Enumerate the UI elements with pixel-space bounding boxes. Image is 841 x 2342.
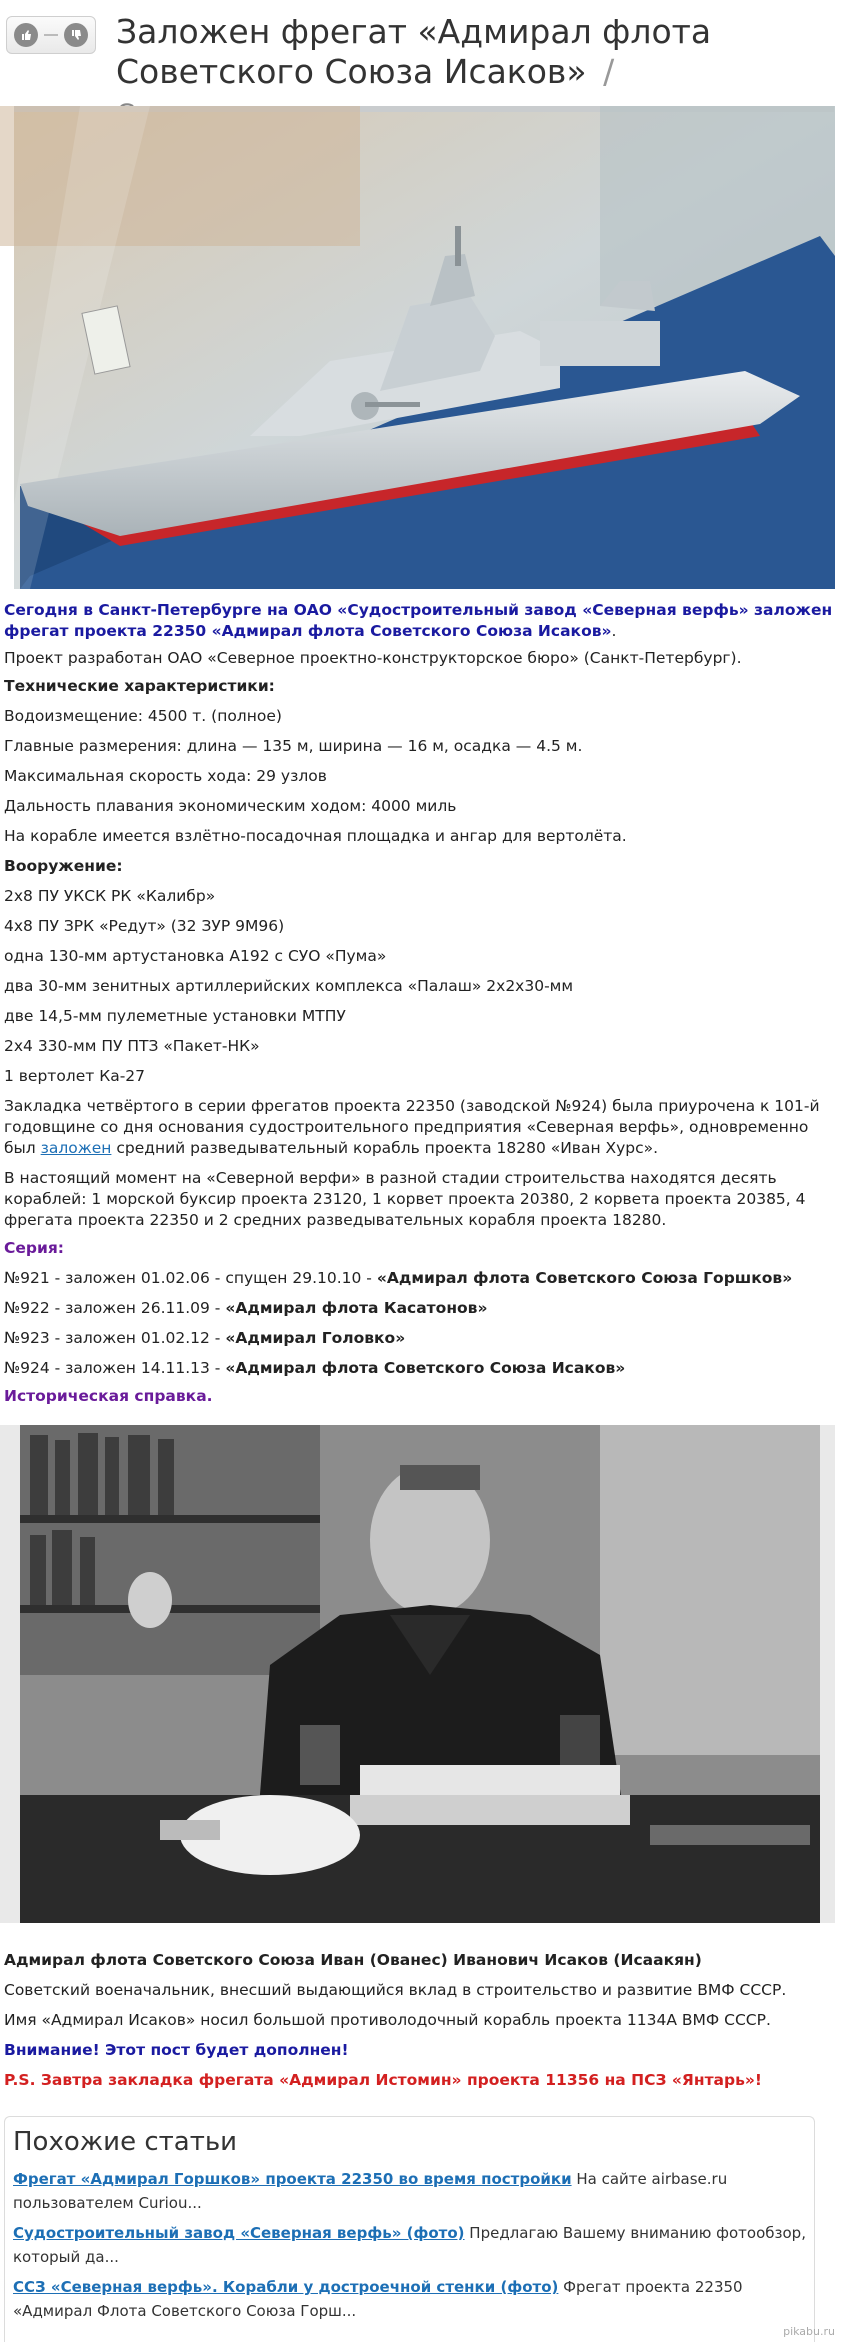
related-link[interactable]: ССЗ «Северная верфь». Корабли у достроечной стенки (фото): [13, 2278, 559, 2296]
armament-item: одна 130-мм артустановка А192 с СУО «Пума»: [4, 947, 387, 965]
ship-model-photo: [0, 106, 835, 589]
site-watermark: pikabu.ru: [783, 2325, 835, 2338]
admiral-portrait-photo: [0, 1425, 835, 1923]
spec-item: На корабле имеется взлётно-посадочная площадка и ангар для вертолёта.: [4, 827, 627, 845]
armament-heading: Вооружение:: [4, 857, 123, 875]
related-snippet: Предлагаю Вашему вниманию фотообзор, который да...: [13, 2224, 806, 2266]
lead-end: .: [611, 622, 617, 640]
armament-item: две 14,5-мм пулеметные установки МТПУ: [4, 1007, 346, 1025]
armament-item: 2х8 ПУ УКСК РК «Калибр»: [4, 887, 216, 905]
series-ship-name: «Адмирал флота Касатонов»: [225, 1299, 488, 1317]
vote-separator: [44, 34, 58, 36]
armament-item: два 30-мм зенитных артиллерийских комплекса «Палаш» 2х2х30-мм: [4, 977, 574, 995]
history-heading: Историческая справка.: [4, 1387, 213, 1405]
related-item: [13, 2167, 806, 2215]
article-body: [4, 600, 834, 1407]
laying-text-end: средний разведывательный корабль проекта 18280 «Иван Хурс».: [111, 1139, 659, 1157]
series-item: [4, 1298, 834, 1319]
project-line: Проект разработан ОАО «Северное проектно-конструкторское бюро» (Санкт-Петербург).: [4, 649, 742, 667]
related-link[interactable]: Судостроительный завод «Северная верфь» (фото): [13, 2224, 465, 2242]
armament-item: 4х8 ПУ ЗРК «Редут» (32 ЗУР 9М96): [4, 917, 285, 935]
series-ship-name: «Адмирал флота Советского Союза Исаков»: [225, 1359, 626, 1377]
series-item: [4, 1358, 834, 1379]
spec-item: Главные размерения: длина — 135 м, ширина — 16 м, осадка — 4.5 м.: [4, 737, 583, 755]
series-dates: №922 - заложен 26.11.09 -: [4, 1299, 226, 1317]
vote-down-button[interactable]: [64, 23, 88, 47]
title-separator: /: [603, 52, 615, 91]
post-title-text: Заложен фрегат «Адмирал флота Советского Союза Исаков»: [116, 12, 712, 91]
related-heading: Похожие статьи: [13, 2127, 238, 2157]
notice-text: Внимание! Этот пост будет дополнен!: [4, 2041, 349, 2059]
specs-heading: Технические характеристики:: [4, 677, 275, 695]
series-heading: Серия:: [4, 1239, 64, 1257]
spec-item: Максимальная скорость хода: 29 узлов: [4, 767, 327, 785]
vote-widget: [6, 16, 96, 54]
article-footer: [4, 1950, 834, 2091]
series-item: [4, 1268, 834, 1289]
post-header: [0, 0, 841, 96]
armament-item: 2х4 330-мм ПУ ПТЗ «Пакет-НК»: [4, 1037, 260, 1055]
ps-text: P.S. Завтра закладка фрегата «Адмирал Истомин» проекта 11356 на ПСЗ «Янтарь»!: [4, 2071, 762, 2089]
lead-paragraph: [4, 600, 834, 642]
series-ship-name: «Адмирал Головко»: [225, 1329, 406, 1347]
series-dates: №921 - заложен 01.02.06 - спущен 29.10.10 -: [4, 1269, 377, 1287]
spec-item: Водоизмещение: 4500 т. (полное): [4, 707, 282, 725]
lead-text: Сегодня в Санкт-Петербурге на ОАО «Судостроительный завод «Северная верфь» заложен фрегат проекта 22350 «Адмирал флота Советского Союза Исаков»: [4, 601, 833, 640]
bio-line: Советский военачальник, внесший выдающийся вклад в строительство и развитие ВМФ СССР.: [4, 1981, 787, 1999]
armament-item: 1 вертолет Ка-27: [4, 1067, 146, 1085]
series-item: [4, 1328, 834, 1349]
related-item: [13, 2221, 806, 2269]
thumb-up-icon: [20, 29, 32, 41]
spec-item: Дальность плавания экономическим ходом: 4000 миль: [4, 797, 457, 815]
laying-text: Закладка четвёртого в серии фрегатов проекта 22350 (заводской №924) была приурочена к 101-й годовщине со дня основания судостроительного предприятия «Северная верфь», одновременно был: [4, 1097, 820, 1157]
laid-down-link[interactable]: заложен: [40, 1139, 112, 1157]
person-name: Адмирал флота Советского Союза Иван (Ованес) Иванович Исаков (Исаакян): [4, 1951, 702, 1969]
laying-paragraph: [4, 1096, 834, 1159]
series-ship-name: «Адмирал флота Советского Союза Горшков»: [376, 1269, 793, 1287]
related-snippet: На сайте airbase.ru пользователем Curiou...: [13, 2170, 728, 2212]
thumb-down-icon: [70, 29, 82, 41]
related-item: [13, 2275, 806, 2323]
series-dates: №923 - заложен 01.02.12 -: [4, 1329, 226, 1347]
related-snippet: Фрегат проекта 22350 «Адмирал Флота Советского Союза Горш...: [13, 2278, 743, 2320]
current-paragraph: В настоящий момент на «Северной верфи» в разной стадии строительства находятся десять кораблей: 1 морской буксир проекта 23120, 1 корвет проекта 20380, 2 корвета проекта 20385, 4 фрегата проекта 22350 и 2 средних разведывательных корабля проекта 18280.: [4, 1169, 806, 1229]
related-link[interactable]: Фрегат «Адмирал Горшков» проекта 22350 во время постройки: [13, 2170, 572, 2188]
vote-up-button[interactable]: [14, 23, 38, 47]
bio-line: Имя «Адмирал Исаков» носил большой противолодочный корабль проекта 1134А ВМФ СССР.: [4, 2011, 771, 2029]
related-articles: [4, 2116, 815, 2342]
series-dates: №924 - заложен 14.11.13 -: [4, 1359, 226, 1377]
